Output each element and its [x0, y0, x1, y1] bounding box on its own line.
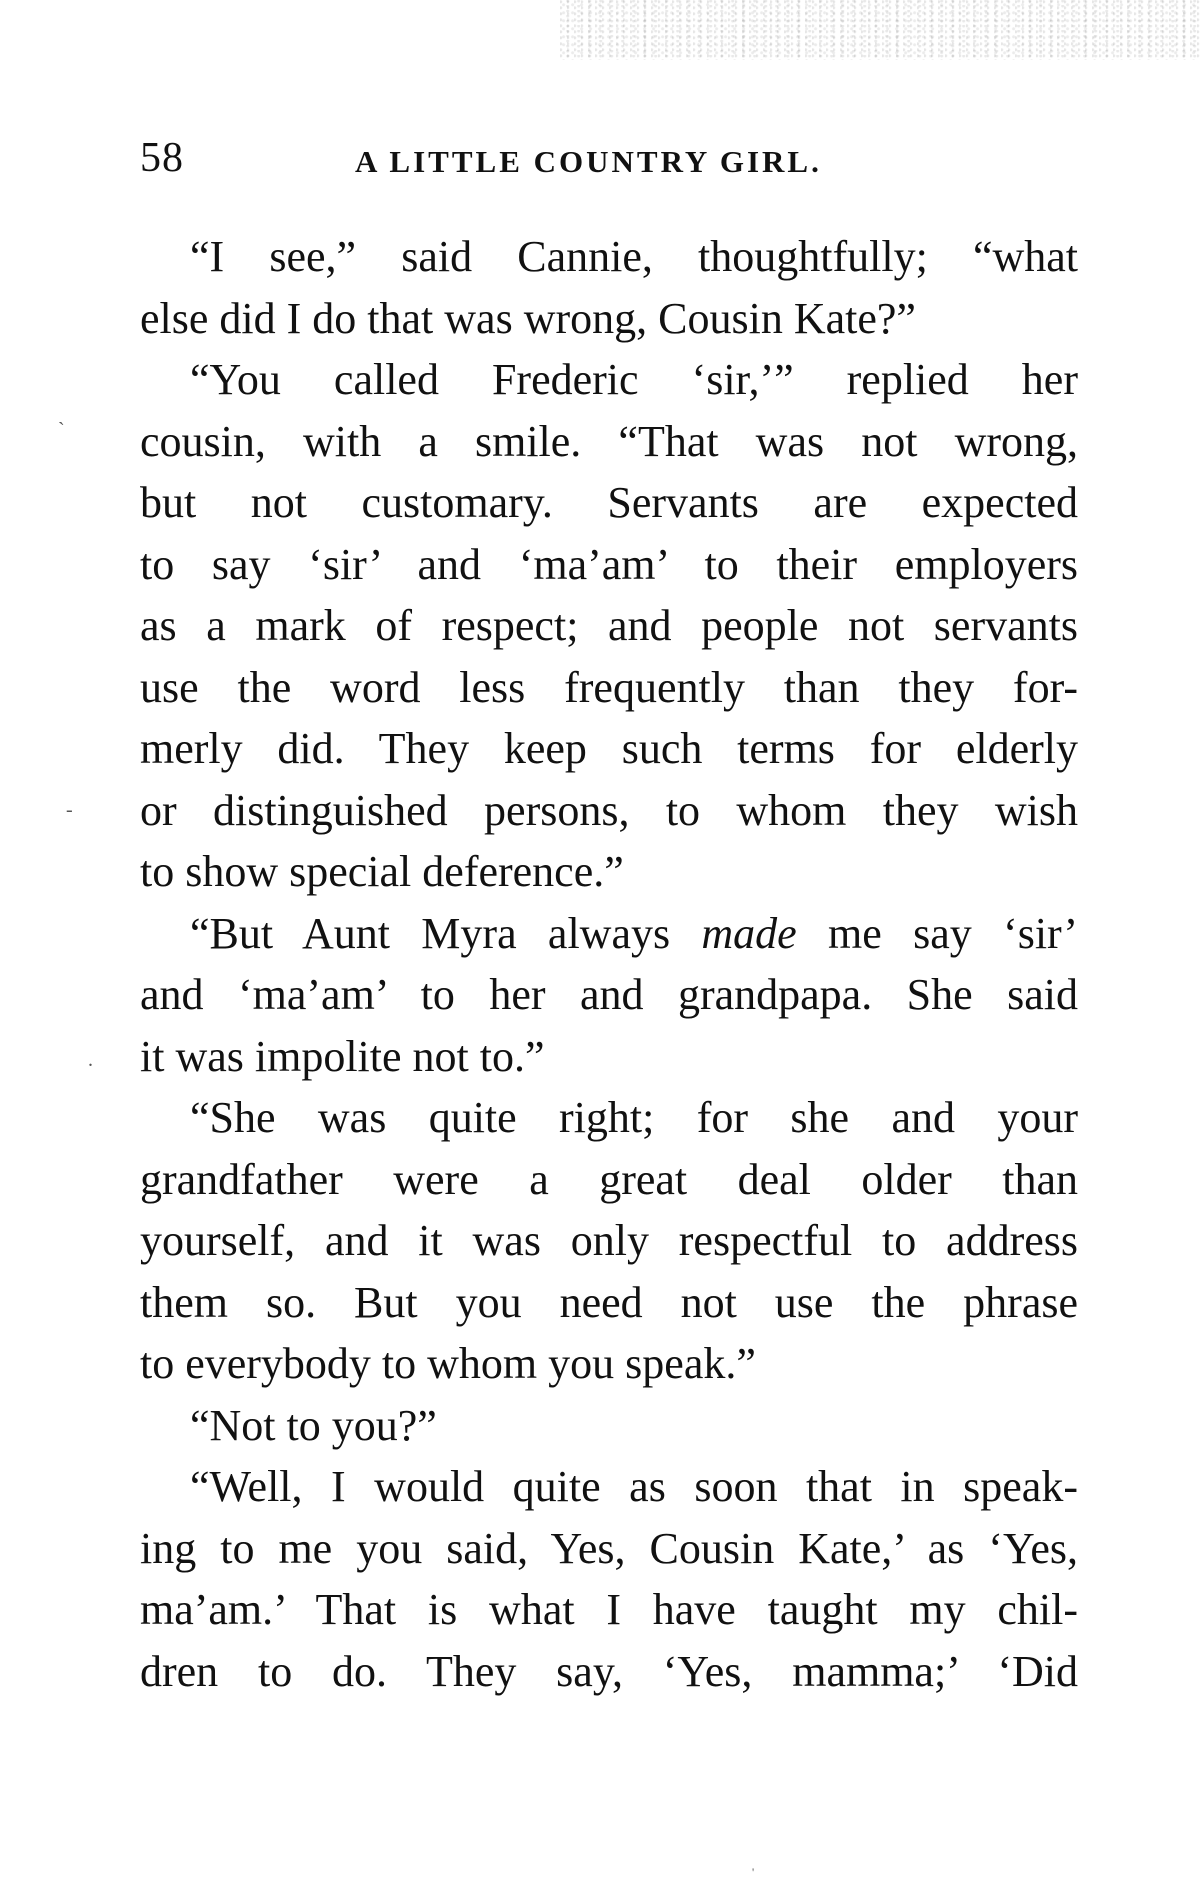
- scan-mark: ': [752, 1865, 755, 1879]
- text-line: ing to me you said, Yes, Cousin Kate,’ as ‘Yes,: [140, 1523, 1078, 1573]
- text-line: as a mark of respect; and people not servants: [140, 601, 1078, 650]
- text-line: to everybody to whom you speak.”: [140, 1339, 756, 1388]
- text-line: merly did. They keep such terms for elderly: [140, 724, 1078, 773]
- text-line: and ‘ma’am’ to her and grandpapa. She said: [140, 970, 1078, 1019]
- text-fragment: “But Aunt Myra always: [190, 908, 702, 958]
- text-line: cousin, with a smile. “That was not wrong,: [140, 416, 1078, 466]
- scan-mark: ˋ: [58, 419, 65, 441]
- text-line: yourself, and it was only respectful to address: [140, 1216, 1078, 1265]
- text-line: them so. But you need not use the phrase: [140, 1277, 1078, 1327]
- text-line: grandfather were a great deal older than: [140, 1154, 1078, 1204]
- text-line: to say ‘sir’ and ‘ma’am’ to their employers: [140, 539, 1078, 589]
- text-line: ma’am.’ That is what I have taught my chil-: [140, 1585, 1078, 1634]
- text-fragment: me say ‘sir’: [796, 908, 1078, 958]
- text-line-with-emphasis: [140, 903, 1078, 965]
- scan-speckle-texture: [560, 0, 1200, 60]
- text-line: it was impolite not to.”: [140, 1031, 545, 1081]
- text-line: but not customary. Servants are expected: [140, 478, 1078, 527]
- text-line: “You called Frederic ‘sir,’” replied her: [190, 355, 1078, 404]
- text-line: “Not to you?”: [190, 1400, 437, 1450]
- text-line: “Well, I would quite as soon that in speak-: [190, 1462, 1078, 1511]
- text-line: else did I do that was wrong, Cousin Kate?”: [140, 293, 916, 343]
- text-line: or distinguished persons, to whom they wish: [140, 785, 1078, 835]
- text-line: “I see,” said Cannie, thoughtfully; “what: [190, 232, 1078, 281]
- text-line: to show special deference.”: [140, 847, 624, 896]
- text-line: “She was quite right; for she and your: [190, 1093, 1078, 1142]
- emphasized-word: made: [701, 908, 797, 958]
- scan-mark: -: [66, 799, 73, 821]
- scan-mark: .: [88, 1049, 93, 1071]
- text-line: use the word less frequently than they for-: [140, 662, 1078, 712]
- running-title: A LITTLE COUNTRY GIRL.: [355, 144, 822, 179]
- text-line: dren to do. They say, ‘Yes, mamma;’ ‘Did: [140, 1646, 1078, 1696]
- page-number: 58: [140, 135, 184, 181]
- body-text: [140, 226, 1078, 1702]
- page-header: [140, 128, 1078, 188]
